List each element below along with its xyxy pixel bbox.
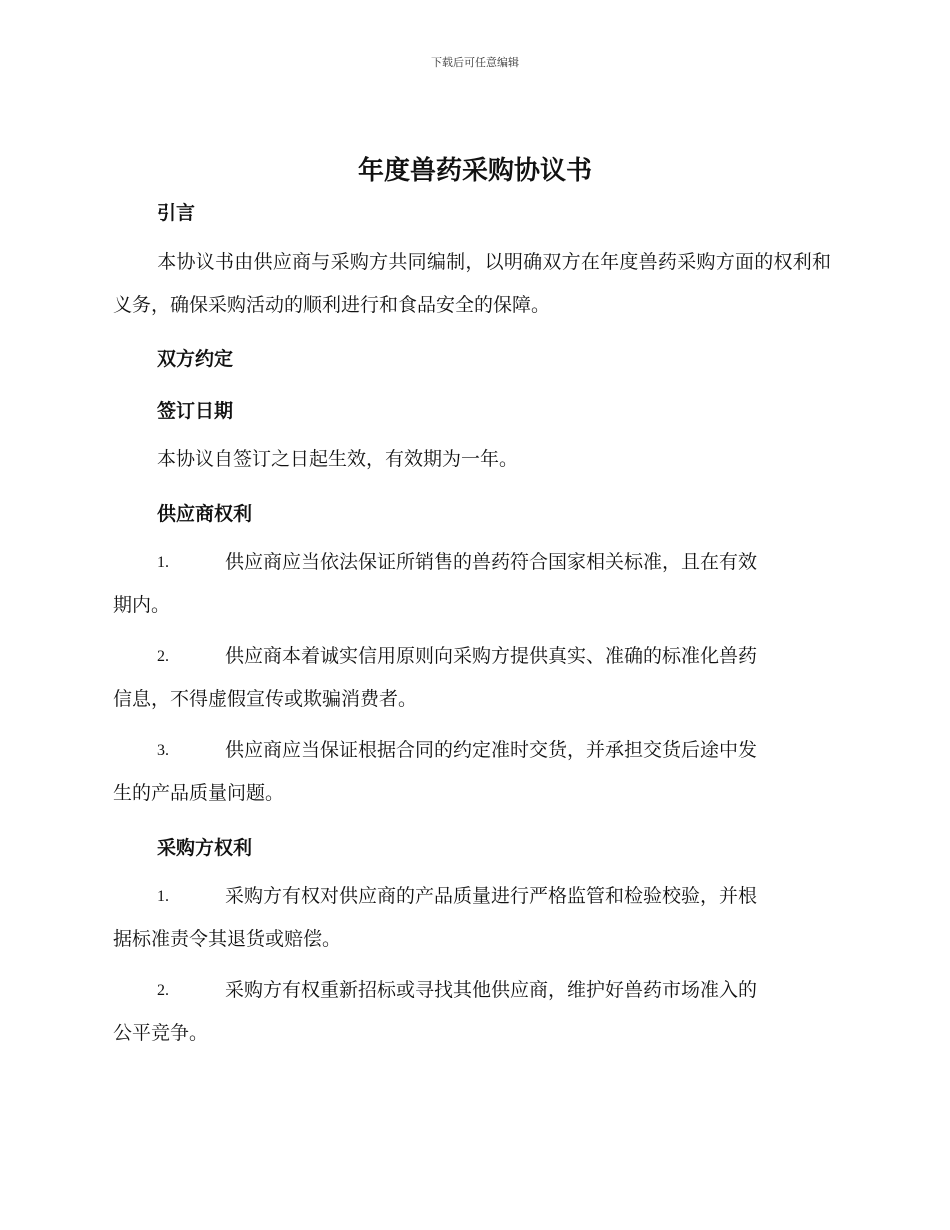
agreement-heading: 双方约定 xyxy=(157,348,234,370)
intro-text: 本协议书由供应商与采购方共同编制，以明确双方在年度兽药采购方面的权利和义务，确保采购活动的顺利进行和食品安全的保障。 xyxy=(113,251,831,316)
buyer-item-2 xyxy=(113,969,831,1055)
supplier-item-2 xyxy=(113,635,831,721)
sign-date-heading: 签订日期 xyxy=(157,400,234,422)
item-text-line1: 供应商应当保证根据合同的约定准时交货，并承担交货后途中发 xyxy=(225,739,758,761)
item-number: 1. xyxy=(157,888,169,905)
item-number: 2. xyxy=(157,648,169,665)
header-note: 下载后可任意编辑 xyxy=(431,56,519,69)
item-number: 3. xyxy=(157,742,169,759)
item-number: 2. xyxy=(157,982,169,999)
item-text-line2: 据标准责令其退货或赔偿。 xyxy=(113,928,342,950)
buyer-item-1 xyxy=(113,875,831,961)
intro-heading: 引言 xyxy=(157,202,196,224)
item-text-line2: 生的产品质量问题。 xyxy=(113,782,285,804)
item-text-line2: 信息，不得虚假宣传或欺骗消费者。 xyxy=(113,688,418,710)
buyer-heading: 采购方权利 xyxy=(157,837,253,859)
sign-date-paragraph xyxy=(113,438,831,481)
supplier-item-3 xyxy=(113,729,831,815)
document-title: 年度兽药采购协议书 xyxy=(357,156,592,186)
item-text-line2: 公平竞争。 xyxy=(113,1022,209,1044)
supplier-item-1 xyxy=(113,541,831,627)
item-text-line1: 采购方有权重新招标或寻找其他供应商，维护好兽药市场准入的 xyxy=(225,979,758,1001)
item-text-line2: 期内。 xyxy=(113,594,171,616)
supplier-heading: 供应商权利 xyxy=(157,503,253,525)
item-text-line1: 供应商本着诚实信用原则向采购方提供真实、准确的标准化兽药 xyxy=(225,645,758,667)
item-number: 1. xyxy=(157,554,169,571)
intro-paragraph xyxy=(113,241,831,327)
item-text-line1: 采购方有权对供应商的产品质量进行严格监管和检验校验，并根 xyxy=(225,885,758,907)
item-text-line1: 供应商应当依法保证所销售的兽药符合国家相关标准，且在有效 xyxy=(225,551,758,573)
sign-date-text: 本协议自签订之日起生效，有效期为一年。 xyxy=(157,448,519,470)
